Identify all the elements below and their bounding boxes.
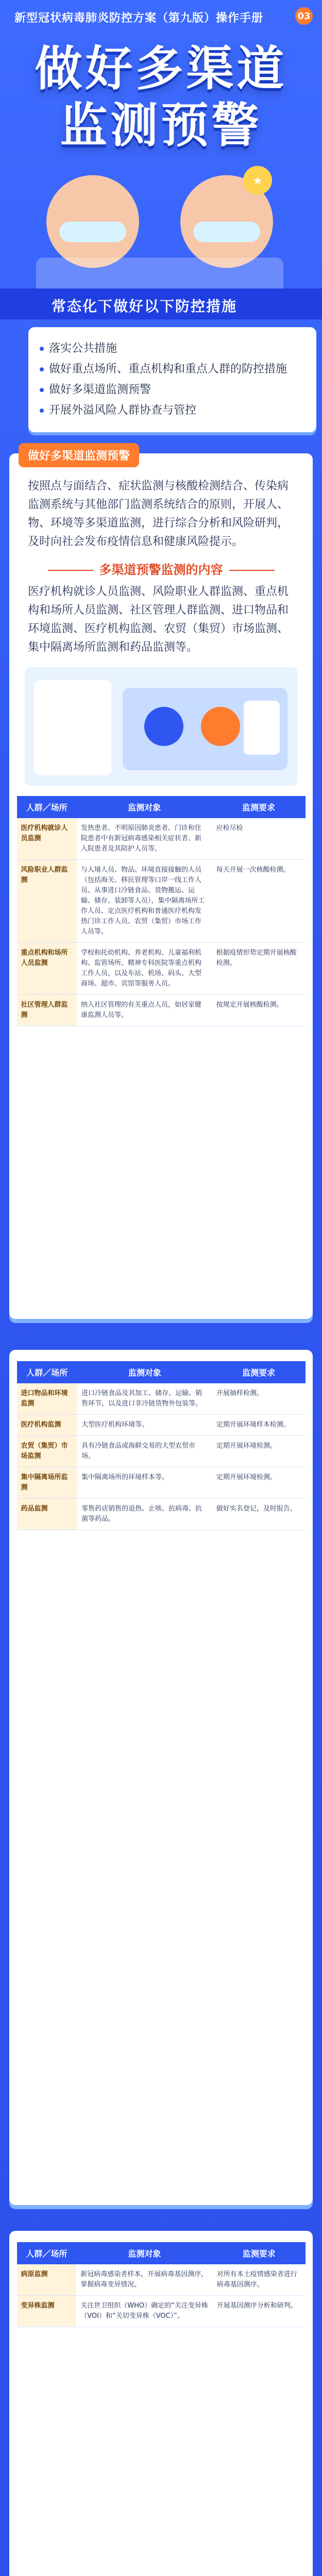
cell-object: 发热患者、不明原因肺炎患者、门诊和住院患者中有新冠病毒感染相关症状者、新入院患者及其陪护人员等。 [77, 818, 212, 860]
table-header: 监测要求 [212, 796, 306, 818]
monitoring-card-3 [9, 2231, 313, 2576]
svg-text:★: ★ [252, 175, 263, 188]
cell-category: 重点机构和场所人员监测 [17, 943, 77, 995]
cell-requirement: 定期开展环境检测。 [212, 1436, 306, 1467]
table-header: 人群／场所 [17, 2242, 77, 2264]
cell-requirement: 根据疫情形势定期开展核酸检测。 [212, 943, 306, 995]
bullet-icon [40, 409, 44, 413]
cell-object: 学校和托幼机构、养老机构、儿童福利机构、监管场所、精神专科医院等重点机构工作人员，以及车站、机场、码头、大型商场、超市、宾馆等服务人员。 [77, 943, 212, 995]
cell-category: 农贸（集贸）市场监测 [17, 1436, 78, 1467]
monitoring-table-1 [17, 796, 306, 1026]
table-header: 监测对象 [76, 2242, 213, 2264]
cell-requirement: 应检尽检 [212, 818, 306, 860]
table-row [17, 1436, 306, 1467]
measure-item-4: 开展外溢风险人群协查与管控 [40, 402, 305, 419]
cell-category: 变异株监测 [17, 2296, 77, 2327]
cell-object: 零售药店销售的退热、止咳、抗病毒、抗菌等药品。 [77, 1499, 212, 1530]
cell-category: 医疗机构就诊人员监测 [17, 818, 77, 860]
cell-category: 医疗机构监测 [17, 1415, 78, 1436]
cell-object: 进口冷链食品及其加工、储存、运输、销售环节，以及进口非冷链货物外包装等。 [77, 1383, 212, 1415]
card-paragraph: 按照点与面结合、症状监测与核酸检测结合、传染病监测系统与其他部门监测系统结合的原则，开展人、物、环境等多渠道监测，进行综合分析和风险研判，及时向社会发布疫情信息和健康风险提示。 [28, 480, 289, 548]
table-header: 监测对象 [77, 796, 212, 818]
cell-requirement: 开展基因测序分析和研判。 [213, 2296, 306, 2327]
normal-title: 常态化下做好以下防控措施 [52, 298, 238, 315]
cell-category: 进口物品和环境监测 [17, 1383, 78, 1415]
cell-object: 集中隔离场所的环境样本等。 [77, 1467, 212, 1499]
top-banner [0, 0, 322, 417]
monitoring-card-2 [9, 1350, 313, 2205]
cell-object: 新冠病毒感染者样本，开展病毒基因测序，掌握病毒变异情况。 [76, 2264, 213, 2296]
measure-item-1: 落实公共措施 [40, 341, 305, 357]
cell-object: 纳入社区管理的有关重点人员，如居家健康监测人员等。 [77, 995, 212, 1026]
table-header: 人群／场所 [17, 1361, 78, 1383]
table-row [17, 818, 306, 860]
hero-title-line1: 做好多渠道 [35, 41, 287, 96]
table-row [17, 1383, 306, 1415]
card-paragraph-2: 医疗机构就诊人员监测、风险职业人群监测、重点机构和场所人员监测、社区管理人群监测、进口物品和环境监测、医疗机构监测、农贸（集贸）市场监测、集中隔离场所监测和药品监测等。 [28, 585, 289, 654]
hero-illustration [10, 144, 312, 309]
cell-requirement: 按规定开展核酸检测。 [212, 995, 306, 1026]
bullet-icon [40, 367, 44, 371]
table-header: 监测对象 [77, 1361, 212, 1383]
cell-object: 大型医疗机构环境等。 [77, 1415, 212, 1436]
table-row [17, 1467, 306, 1499]
monitoring-table-2 [17, 1361, 306, 1530]
cell-requirement: 做好实名登记，及时报告。 [212, 1499, 306, 1530]
cell-requirement: 每天开展一次核酸检测。 [212, 860, 306, 943]
hero-title-line2: 监测预警 [60, 98, 262, 153]
cell-object: 关注世卫组织（WHO）确定的“关注变异株（VOI）和“关切变异株（VOC）”。 [76, 2296, 213, 2327]
measures-card [28, 327, 316, 432]
mid-illustration-svg [25, 667, 297, 786]
table-row [17, 860, 306, 943]
series-tag: 新型冠状病毒肺炎防控方案（第九版）操作手册 [14, 12, 264, 25]
cell-object: 与入境人员、物品、环境直接接触的人员（包括海关、移民管理等口岸一线工作人员、从事进口冷链食品、货物搬运、运输、储存、装卸等人员），集中隔离场所工作人员、定点医疗机构和普通医疗机构发热门诊工作人员、农贸（集贸）市场工作人员等。 [77, 860, 212, 943]
measure-item-2: 做好重点场所、重点机构和重点人群的防控措施 [40, 361, 305, 378]
cell-object: 具有冷链食品或海鲜交易的大型农贸市场。 [77, 1436, 212, 1467]
cell-category: 社区管理人群监测 [17, 995, 77, 1026]
cell-category: 病原监测 [17, 2264, 77, 2296]
table-row [17, 1499, 306, 1530]
bullet-icon [40, 388, 44, 392]
table-header: 监测要求 [213, 2242, 306, 2264]
mid-illustration [25, 667, 297, 786]
cell-category: 药品监测 [17, 1499, 78, 1530]
badge: 03 [295, 7, 313, 25]
cell-requirement: 定期开展环境样本检测。 [212, 1415, 306, 1436]
table-header: 人群／场所 [17, 796, 77, 818]
cell-requirement: 开展抽样检测。 [212, 1383, 306, 1415]
cell-category: 风险职业人群监测 [17, 860, 77, 943]
measure-item-3: 做好多渠道监测预警 [40, 382, 305, 398]
card-ribbon: 做好多渠道监测预警 [19, 443, 139, 467]
card-subhead: 多渠道预警监测的内容 [9, 560, 313, 578]
table-row [17, 2264, 306, 2296]
monitoring-table-3 [17, 2242, 306, 2327]
monitoring-card-1 [9, 450, 313, 1319]
table-header: 监测要求 [212, 1361, 306, 1383]
table-row [17, 995, 306, 1026]
table-row [17, 943, 306, 995]
cell-requirement: 对所有本土疫情感染者进行病毒基因测序。 [213, 2264, 306, 2296]
cell-category: 集中隔离场所监测 [17, 1467, 78, 1499]
table-row [17, 2296, 306, 2327]
bullet-icon [40, 347, 44, 351]
table-row [17, 1415, 306, 1436]
cell-requirement: 定期开展环境检测。 [212, 1467, 306, 1499]
